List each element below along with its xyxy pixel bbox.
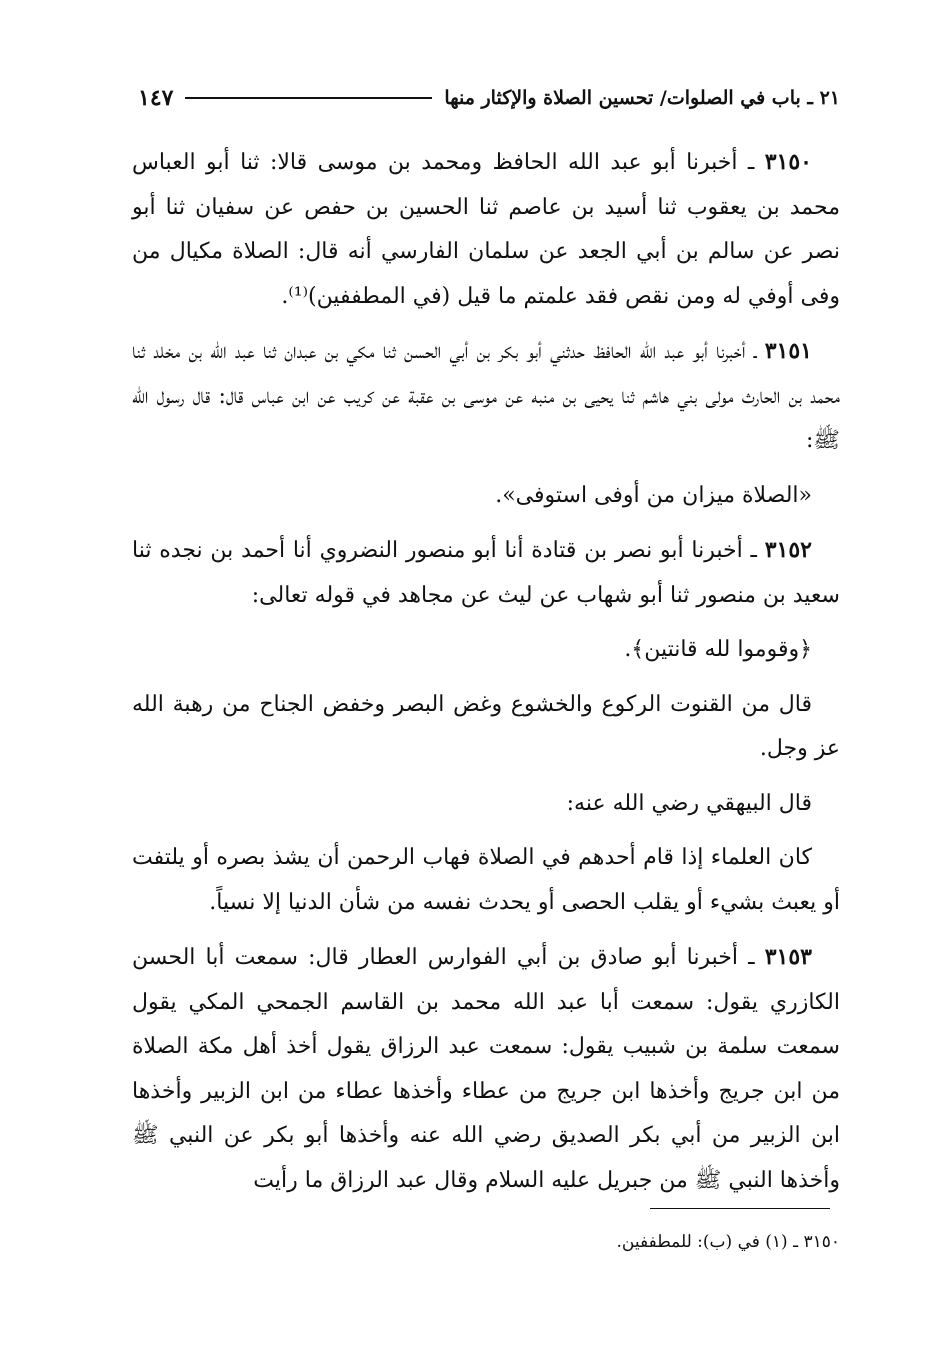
header-rule xyxy=(185,97,432,99)
footnote-rule xyxy=(650,1208,830,1209)
hadith-text: ـ أخبرنا أبو نصر بن قتادة أنا أبو منصور النضروي أنا أحمد بن نجده ثنا سعيد بن منصور ثنا أبو شهاب عن ليث عن مجاهد في قوله تعالى: xyxy=(132,538,840,608)
hadith-paragraph xyxy=(132,329,840,464)
hadith-number: ٣١٥١ xyxy=(764,338,812,364)
hadith-paragraph xyxy=(132,528,840,618)
main-text xyxy=(132,140,840,1213)
commentary-text: قال البيهقي رضي الله عنه: xyxy=(566,790,812,816)
commentary-paragraph xyxy=(132,683,840,772)
quote-paragraph xyxy=(132,474,840,519)
hadith-text: ـ أخبرنا أبو عبد الله الحافظ ومحمد بن موسى قالا: ثنا أبو العباس محمد بن يعقوب ثنا أسيد بن عاصم ثنا الحسين بن حفص عن سفيان ثنا أبو نصر عن سالم بن أبي الجعد عن سلمان الفارسي أنه قال: الصلاة مكيال من وفى أوفي له ومن نقص فقد علمتم ما قيل (في المطففين)⁽¹⁾. xyxy=(132,150,840,309)
hadith-number: ٣١٥٠ xyxy=(764,149,812,175)
commentary-text: كان العلماء إذا قام أحدهم في الصلاة فهاب الرحمن أن يشذ بصره أو يلتفت أو يعبث بشيء أو يقلب الحصى أو يحدث نفسه من شأن الدنيا إلا نسياً. xyxy=(132,845,840,915)
hadith-paragraph xyxy=(132,935,840,1203)
commentary-paragraph xyxy=(132,836,840,925)
verse-paragraph xyxy=(132,628,840,673)
hadith-number: ٣١٥٣ xyxy=(764,944,812,970)
quote-text: «الصلاة ميزان من أوفى استوفى». xyxy=(495,482,812,508)
hadith-paragraph xyxy=(132,140,840,319)
page-number: ١٤٧ xyxy=(138,85,174,111)
commentary-paragraph xyxy=(132,782,840,827)
chapter-title: ٢١ ـ باب في الصلوات/ تحسين الصلاة والإكثار منها xyxy=(444,87,840,109)
hadith-number: ٣١٥٢ xyxy=(764,537,812,563)
hadith-text: ـ أخبرنا أبو صادق بن أبي الفوارس العطار قال: سمعت أبا الحسن الكازري يقول: سمعت أبا عبد الله محمد بن القاسم الجمحي المكي يقول سمعت سلمة بن شبيب يقول: سمعت عبد الرزاق يقول أخذ أهل مكة الصلاة من ابن جريج وأخذها ابن جريج من عطاء وأخذها عطاء من ابن الزبير وأخذها ابن الزبير من أبي بكر الصديق رضي الله عنه وأخذها أبو بكر عن النبي ﷺ وأخذها النبي ﷺ من جبريل عليه السلام وقال عبد الرزاق ما رأيت xyxy=(132,945,841,1193)
hadith-text: ـ أخبرنا أبو عبد الله الحافظ حدثني أبو بكر بن أبي الحسن ثنا مكي بن عبدان ثنا عبد الله بن مخلد ثنا محمد بن الحارث مولى بني هاشم ثنا يحيى بن منبه عن موسى بن عقبة عن كريب عن ابن عباس قال: قال رسول الله ﷺ: xyxy=(132,339,840,453)
commentary-text: قال من القنوت الركوع والخشوع وغض البصر وخفض الجناح من رهبة الله عز وجل. xyxy=(132,691,840,761)
footnote: ٣١٥٠ ـ (١) في (ب): للمطففين. xyxy=(616,1232,840,1252)
running-header xyxy=(138,78,840,118)
verse-text: ﴿وقوموا لله قانتين﴾. xyxy=(624,637,812,662)
